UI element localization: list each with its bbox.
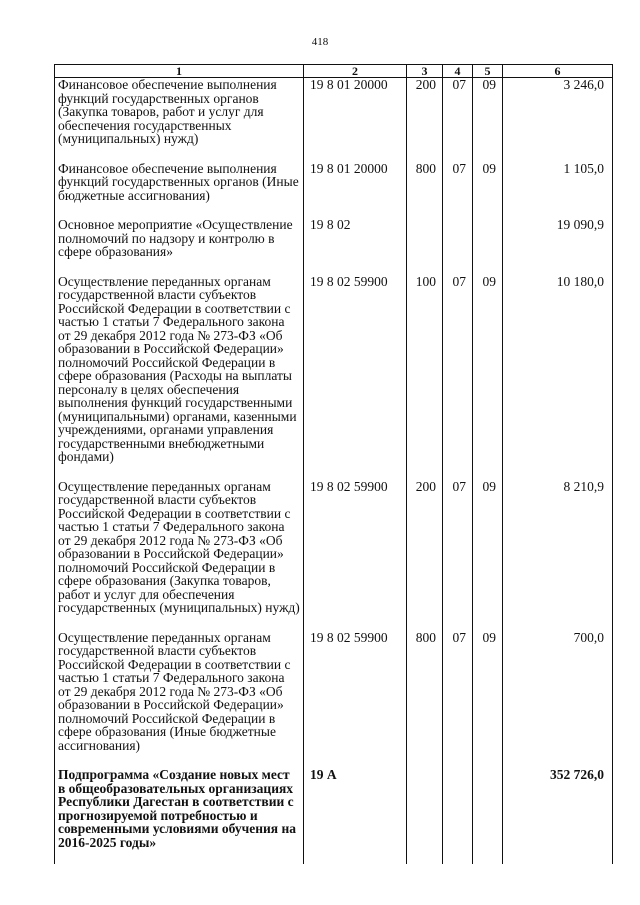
- row-rz: 07: [443, 162, 473, 219]
- row-amount: 3 246,0: [503, 78, 613, 162]
- row-pr: 09: [473, 78, 503, 162]
- row-vr: 100: [407, 275, 443, 480]
- row-pr: 09: [473, 631, 503, 769]
- row-description: Осуществление переданных органам государственной власти субъектов Российской Федерации в соответствии с частью 1 статьи 7 Федерального закона от 29 декабря 2012 года № 273-ФЗ «Об образовании в Российской Федерации» полномочий Российской Федерации в сфере образования (Расходы на выплаты персоналу в целях обеспечения выполнения функций государственными (муниципальными) органами, казенными учреждениями, органами управления государственными внебюджетными фондами): [55, 275, 304, 480]
- budget-table: [54, 64, 613, 864]
- row-vr: [407, 218, 443, 275]
- header-col-3: 3: [407, 65, 443, 78]
- header-row: [55, 65, 613, 78]
- row-description: Подпрограмма «Создание новых мест в общеобразовательных организациях Республики Дагестан в соответствии с прогнозируемой потребностью и современными условиями обучения на 2016-2025 годы»: [55, 768, 304, 864]
- row-description: Осуществление переданных органам государственной власти субъектов Российской Федерации в соответствии с частью 1 статьи 7 Федерального закона от 29 декабря 2012 года № 273-ФЗ «Об образовании в Российской Федерации» полномочий Российской Федерации в сфере образования (Закупка товаров, работ и услуг для обеспечения государственных (муниципальных) нужд): [55, 480, 304, 631]
- row-vr: 800: [407, 162, 443, 219]
- header-col-1: 1: [55, 65, 304, 78]
- table-row: [55, 78, 613, 162]
- row-pr: 09: [473, 162, 503, 219]
- row-amount: 352 726,0: [503, 768, 613, 864]
- row-vr: 200: [407, 480, 443, 631]
- table-row: [55, 218, 613, 275]
- row-description: Финансовое обеспечение выполнения функций государственных органов (Иные бюджетные ассигнования): [55, 162, 304, 219]
- row-code: 19 8 01 20000: [304, 162, 407, 219]
- table-header: [55, 65, 613, 78]
- table-row: [55, 162, 613, 219]
- row-description: Осуществление переданных органам государственной власти субъектов Российской Федерации в соответствии с частью 1 статьи 7 Федерального закона от 29 декабря 2012 года № 273-ФЗ «Об образовании в Российской Федерации» полномочий Российской Федерации в сфере образования (Иные бюджетные ассигнования): [55, 631, 304, 769]
- row-vr: 800: [407, 631, 443, 769]
- table-row: [55, 275, 613, 480]
- row-code: 19 8 02 59900: [304, 480, 407, 631]
- page-number: 418: [311, 36, 329, 48]
- table-row: [55, 631, 613, 769]
- table-row-subprogram: [55, 768, 613, 864]
- row-rz: [443, 768, 473, 864]
- row-rz: 07: [443, 78, 473, 162]
- row-amount: 8 210,9: [503, 480, 613, 631]
- row-amount: 700,0: [503, 631, 613, 769]
- row-rz: 07: [443, 631, 473, 769]
- header-col-4: 4: [443, 65, 473, 78]
- row-pr: [473, 768, 503, 864]
- row-rz: [443, 218, 473, 275]
- row-code: 19 8 02: [304, 218, 407, 275]
- row-rz: 07: [443, 275, 473, 480]
- row-vr: [407, 768, 443, 864]
- row-code: 19 8 01 20000: [304, 78, 407, 162]
- row-description: Основное мероприятие «Осуществление полномочий по надзору и контролю в сфере образования»: [55, 218, 304, 275]
- header-col-2: 2: [304, 65, 407, 78]
- row-vr: 200: [407, 78, 443, 162]
- row-code: 19 А: [304, 768, 407, 864]
- row-code: 19 8 02 59900: [304, 631, 407, 769]
- row-amount: 19 090,9: [503, 218, 613, 275]
- header-col-5: 5: [473, 65, 503, 78]
- row-rz: 07: [443, 480, 473, 631]
- row-amount: 10 180,0: [503, 275, 613, 480]
- row-amount: 1 105,0: [503, 162, 613, 219]
- row-description: Финансовое обеспечение выполнения функций государственных органов (Закупка товаров, работ и услуг для обеспечения государственных (муниципальных) нужд): [55, 78, 304, 162]
- row-pr: [473, 218, 503, 275]
- row-code: 19 8 02 59900: [304, 275, 407, 480]
- row-pr: 09: [473, 275, 503, 480]
- row-pr: 09: [473, 480, 503, 631]
- table-row: [55, 480, 613, 631]
- header-col-6: 6: [503, 65, 613, 78]
